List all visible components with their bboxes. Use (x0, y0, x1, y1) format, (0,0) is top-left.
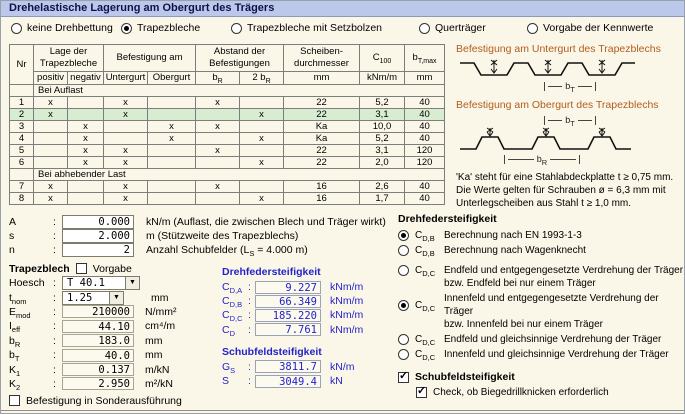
radio-icon (11, 23, 22, 34)
col-header-br: $b_R$ (196, 72, 240, 85)
ieff-label: $I_{eff}$ (9, 320, 21, 335)
emod-label: $E_{mod}$ (9, 305, 31, 321)
table-row-7[interactable]: 7 x x x 16 2,6 40 (10, 181, 445, 193)
radio-icon (527, 23, 538, 34)
cd-symbol: $C_{D,C}$ (415, 349, 436, 362)
cd-option-label-line2: bzw. Endfeld bei nur einem Träger (444, 278, 596, 289)
param-row-schubfelder (9, 243, 308, 257)
k1-unit: m/kN (145, 363, 170, 376)
cda-value: 9.227 (255, 281, 321, 294)
trapezblech-table-body (10, 85, 445, 205)
k1-value: 0.137 (62, 363, 134, 376)
cd-option-label: Endfeld und gleichsinnige Verdrehung der Träger (444, 334, 662, 345)
cd-label: $C_D$ (222, 323, 236, 338)
radio-icon (231, 23, 242, 34)
table-section-row: Bei Auflast (10, 85, 445, 97)
trapezblech-table (9, 44, 445, 205)
bt-label: $b_T$ (9, 349, 20, 364)
radio-icon (121, 23, 132, 34)
biegedrillknicken-checkbox[interactable]: ✓ (417, 385, 427, 397)
bedding-option-label: Trapezbleche (137, 22, 201, 34)
tnom-select[interactable]: 1.25 ▼ (62, 291, 124, 305)
bedding-option-label: Trapezbleche mit Setzbolzen (247, 22, 383, 34)
gs-value: 3811.7 (255, 360, 321, 373)
col-header-2br: 2 $b_R$ (240, 72, 284, 85)
radio-icon (398, 334, 409, 345)
radio-icon (419, 23, 430, 34)
cdb-value: 66.349 (255, 295, 321, 308)
schubfeldsteifigkeit-results-title: Schubfeldsteifigkeit (222, 345, 322, 358)
col-header-untergurt: Untergurt (104, 72, 148, 85)
schubfelder-input[interactable] (62, 243, 134, 257)
ieff-value: 44.10 (62, 320, 134, 333)
drehfeder-options-title: Drehfedersteifigkeit (398, 213, 497, 225)
gs-label: $G_S$ (222, 360, 236, 375)
s-label: S (222, 375, 230, 388)
cdb-label: $C_{D,B}$ (222, 295, 243, 310)
cd-option-1[interactable] (398, 229, 684, 242)
bedding-option-5[interactable] (527, 22, 653, 34)
cd-option-6[interactable] (398, 348, 684, 361)
bedding-option-label: Vorgabe der Kennwerte (543, 22, 654, 34)
colon: : (53, 244, 56, 256)
table-footnote: 'Ka' steht für eine Stahlabdeckplatte t ≥ 0,75 mm. Die Werte gelten für Schrauben ø = 6,3 mm mit Unterlegscheiben aus Stahl t ≥ 1,0 mm. (456, 172, 674, 209)
radio-icon (398, 230, 409, 241)
dropdown-arrow-icon[interactable]: ▼ (125, 277, 139, 289)
bedding-option-4[interactable] (419, 22, 486, 34)
biegedrillknicken-label: Check, ob Biegedrillknicken erforderlich (433, 387, 609, 398)
cd-symbol: $C_{D,C}$ (415, 334, 436, 347)
param-row-auflast (9, 215, 386, 229)
gs-unit: kN/m (330, 360, 355, 373)
param-label-s: s (9, 230, 15, 242)
radio-icon (398, 349, 409, 360)
radio-icon (398, 300, 409, 311)
dimension-br: $b_R$ (456, 153, 628, 165)
auflast-input[interactable] (62, 215, 134, 229)
schubfeldsteifigkeit-checkbox[interactable]: ✓ (399, 369, 409, 382)
k2-unit: m²/kN (145, 377, 173, 390)
param-desc-a: kN/m (Auflast, die zwischen Blech und Träger wirkt) (146, 216, 386, 228)
table-row-8[interactable]: 8 x x x 16 1,7 40 (10, 193, 445, 205)
cd-option-2[interactable] (398, 244, 684, 257)
br-label: $b_R$ (9, 334, 21, 349)
col-unit-mm: mm (284, 72, 360, 85)
bedding-option-label: Querträger (435, 22, 486, 34)
untergurt-profile-drawing (458, 58, 640, 80)
table-row-2[interactable]: 2 x x x 22 3,1 40 (10, 109, 445, 121)
cdc-label: $C_{D,C}$ (222, 309, 243, 324)
tnom-unit: mm (151, 291, 169, 304)
dropdown-arrow-icon[interactable]: ▼ (109, 292, 123, 304)
cd-unit: kNm/m (330, 323, 364, 336)
bedding-row (9, 22, 679, 36)
hoesch-label: Hoesch (9, 277, 45, 290)
bedding-option-3[interactable] (231, 22, 382, 34)
cd-option-label: Endfeld und entgegengesetzte Verdrehung der Träger (444, 265, 684, 276)
param-label-a: A (9, 216, 17, 228)
tnom-label: $t_{nom}$ (9, 291, 27, 306)
cd-symbol: $C_{D,C}$ (415, 265, 436, 278)
ieff-unit: cm⁴/m (145, 320, 176, 333)
bt-value: 40.0 (62, 349, 134, 362)
cd-symbol: $C_{D,B}$ (415, 230, 435, 243)
stuetzweite-input[interactable] (62, 229, 134, 243)
param-desc-n: Anzahl Schubfelder ($L_S = 4.000$ m) (146, 244, 308, 259)
schubfeldsteifigkeit-label: Schubfeldsteifigkeit (415, 371, 515, 383)
table-row-5[interactable]: 5 x x x 22 3,1 120 (10, 145, 445, 157)
window-title: Drehelastische Lagerung am Obergurt des Trägers (1, 1, 684, 17)
dimension-bt-obergurt: $b_T$ (456, 114, 684, 126)
col-header-nr: Nr (10, 45, 34, 85)
table-section-row: Bei abhebender Last (10, 169, 445, 181)
radio-icon (398, 245, 409, 256)
cd-option-label: Innenfeld und entgegengesetzte Verdrehung der Träger (444, 293, 659, 317)
param-desc-s: m (Stützweite des Trapezblechs) (146, 230, 299, 242)
col-header-negativ: negativ (68, 72, 104, 85)
stiffness-results: Drehfedersteifigkeit $C_{D,A}$ : 9.227 kNm/m $C_{D,B}$ : 66.349 kNm/m $C_{D,C}$ : 185.220 kNm/m $C_D$ : 7.761 kNm/m Schubfeldsteifigkeit $G_S$ : 3811.7 kN/m S : 3049.4 kN (222, 265, 394, 388)
hoesch-select[interactable]: T 40.1 ▼ (62, 276, 140, 290)
cd-value: 7.761 (255, 323, 321, 336)
cd-options (398, 229, 684, 361)
cd-option-5[interactable] (398, 333, 684, 346)
table-row-1[interactable]: 1 x x x 22 5,2 40 (10, 97, 445, 109)
trapezblech-block: Trapezblech Vorgabe Hoesch : T 40.1 ▼ $t_{nom}$ : 1.25 ▼ mm $E_{mod}$ : 210000 N/mm² $I_{eff}$ : 44.10 cm⁴/m $b_R$ : 183.0 mm $b_T$ : 40.0 mm $K_1$ : 0.137 m/kN $K_2$ : 2.950 m²/kN Befestigung in Sonderausführung (9, 262, 182, 407)
col-header-btmax: $b_{T,max}$ (405, 45, 445, 72)
drehfedersteifigkeit-results-title: Drehfedersteifigkeit (222, 266, 321, 278)
table-row-6[interactable]: 6 x x x 22 2,0 120 (10, 157, 445, 169)
cd-symbol: $C_{D,B}$ (415, 245, 435, 258)
trapezblech-title: Trapezblech (9, 262, 70, 275)
emod-unit: N/mm² (145, 305, 177, 318)
cd-option-label-line2: bzw. Innenfeld bei nur einem Träger (444, 319, 603, 330)
br-value: 183.0 (62, 334, 134, 347)
col-header-scheibendurchmesser: Scheiben-durchmesser (284, 45, 360, 72)
caption-untergurt: Befestigung am Untergurt des Trapezblechs (456, 43, 661, 55)
cda-unit: kNm/m (330, 281, 364, 294)
sonderausfuehrung-checkbox[interactable] (9, 395, 20, 406)
cda-label: $C_{D,A}$ (222, 281, 243, 296)
table-row-4[interactable]: 4 x x x Ka 5,2 40 (10, 133, 445, 145)
drehfeder-options-panel (398, 212, 684, 398)
cd-symbol: $C_{D,C}$ (415, 299, 436, 313)
k2-value: 2.950 (62, 377, 134, 390)
cd-option-label: Berechnung nach EN 1993-1-3 (444, 230, 582, 241)
radio-icon (398, 265, 409, 276)
s-value: 3049.4 (255, 375, 321, 388)
caption-obergurt: Befestigung am Obergurt des Trapezblechs (456, 99, 659, 111)
col-header-c100: $C_{100}$ (360, 45, 405, 72)
bottom-separator (1, 410, 685, 411)
cd-option-4[interactable] (398, 292, 684, 331)
cd-option-3[interactable] (398, 264, 684, 290)
col-group-abstand: Abstand der Befestigungen (196, 45, 284, 72)
colon: : (53, 230, 56, 242)
cd-option-label: Innenfeld und gleichsinnige Verdrehung der Träger (444, 349, 669, 360)
vorgabe-label: Vorgabe (92, 262, 132, 275)
bedding-option-label: keine Drehbettung (27, 22, 113, 34)
k2-label: $K_2$ (9, 377, 21, 393)
s-unit: kN (330, 375, 343, 388)
col-header-positiv: positiv (34, 72, 68, 85)
dimension-bt-untergurt: $b_T$ (456, 80, 684, 92)
obergurt-profile-drawing (458, 127, 640, 153)
cdc-unit: kNm/m (330, 309, 364, 322)
param-row-stuetzweite (9, 229, 298, 243)
k1-label: $K_1$ (9, 363, 21, 378)
col-group-lage: Lage der Trapezbleche (34, 45, 104, 72)
col-unit-knm: kNm/m (360, 72, 405, 85)
cd-option-label: Berechnung nach Wagenknecht (444, 245, 586, 256)
col-unit-mm2: mm (405, 72, 445, 85)
col-group-befestigung: Befestigung am (104, 45, 196, 72)
table-row-3[interactable]: 3 x x x Ka 10,0 40 (10, 121, 445, 133)
cdb-unit: kNm/m (330, 295, 364, 308)
emod-value: 210000 (62, 305, 134, 318)
br-unit: mm (145, 334, 163, 347)
bedding-option-2[interactable] (121, 22, 200, 34)
colon: : (53, 216, 56, 228)
vorgabe-checkbox[interactable] (76, 263, 87, 274)
bt-unit: mm (145, 349, 163, 362)
cdc-value: 185.220 (255, 309, 321, 322)
sonderausfuehrung-label: Befestigung in Sonderausführung (26, 394, 182, 407)
bedding-option-1[interactable] (11, 22, 113, 34)
info-panel (456, 43, 684, 210)
col-header-obergurt: Obergurt (148, 72, 196, 85)
param-label-n: n (9, 244, 15, 256)
